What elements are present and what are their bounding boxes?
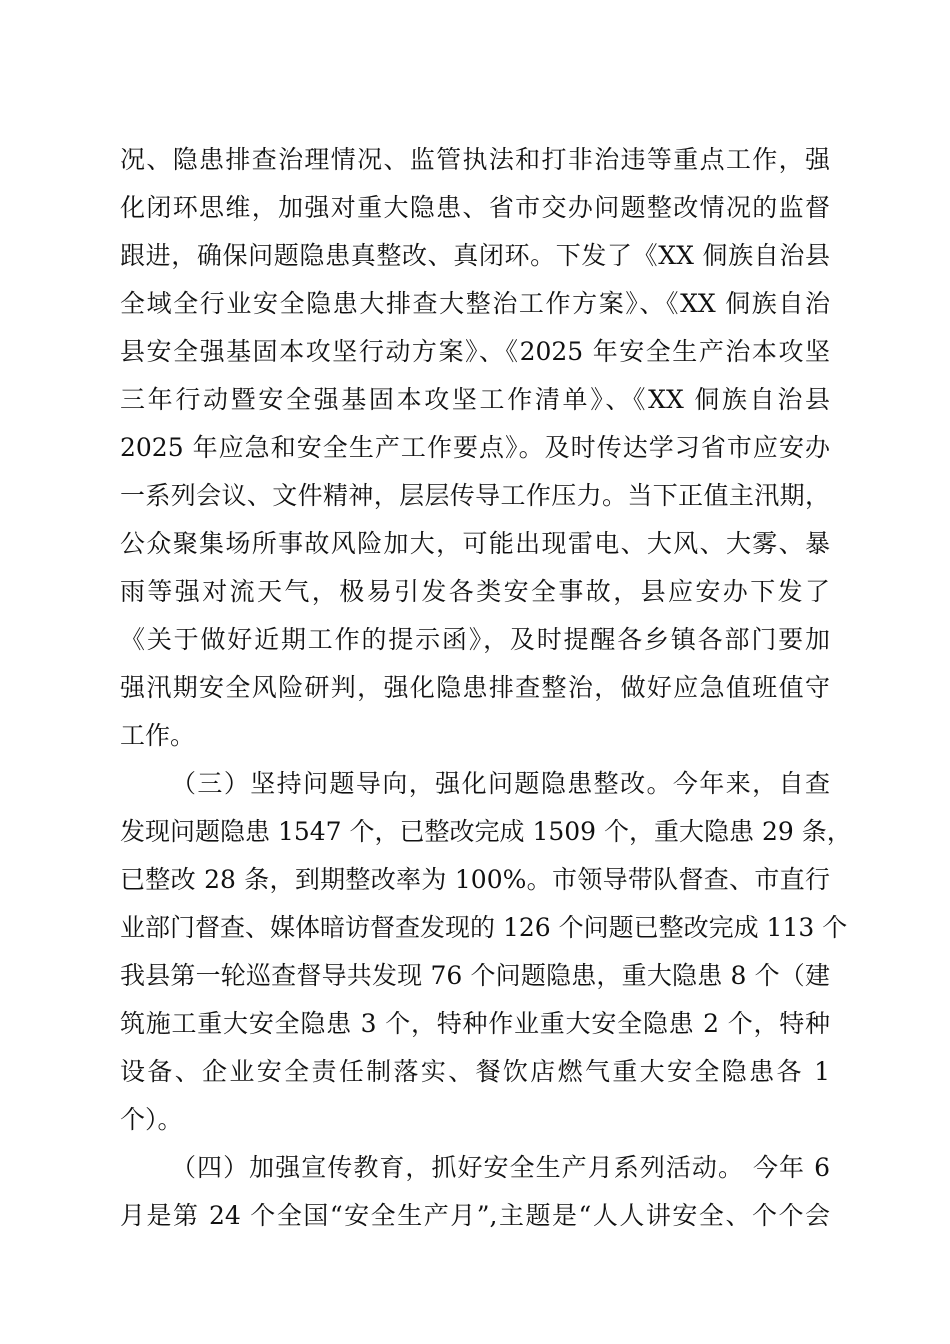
paragraph-1-line-1: 况、隐患排查治理情况、监管执法和打非治违等重点工作，强 <box>120 145 830 174</box>
paragraph-2-line-5: 我县第一轮巡查督导共发现 76 个问题隐患，重大隐患 8 个（建 <box>120 961 830 990</box>
paragraph-1-line-7: 2025 年应急和安全生产工作要点》。及时传达学习省市应安办 <box>120 433 830 462</box>
paragraph-2-line-6: 筑施工重大安全隐患 3 个，特种作业重大安全隐患 2 个，特种 <box>120 1009 830 1038</box>
paragraph-1-line-11: 《关于做好近期工作的提示函》，及时提醒各乡镇各部门要加 <box>120 625 830 654</box>
paragraph-1-line-4: 全域全行业安全隐患大排查大整治工作方案》、《XX 侗族自治 <box>120 289 830 318</box>
paragraph-2-line-4: 业部门督查、媒体暗访督查发现的 126 个问题已整改完成 113 个 <box>120 913 848 942</box>
paragraph-3-line-1: （四）加强宣传教育，抓好安全生产月系列活动。 今年 6 <box>171 1153 830 1182</box>
paragraph-2-line-8: 个）。 <box>120 1105 183 1134</box>
paragraph-3-line-2: 月是第 24 个全国“安全生产月”,主题是“人人讲安全、个个会 <box>120 1201 830 1230</box>
paragraph-1-line-6: 三年行动暨安全强基固本攻坚工作清单》、《XX 侗族自治县 <box>120 385 830 414</box>
paragraph-1-line-10: 雨等强对流天气，极易引发各类安全事故，县应安办下发了 <box>120 577 830 606</box>
paragraph-1-line-12: 强汛期安全风险研判，强化隐患排查整治，做好应急值班值守 <box>120 673 830 702</box>
paragraph-1-line-2: 化闭环思维，加强对重大隐患、省市交办问题整改情况的监督 <box>120 193 830 222</box>
paragraph-2-line-2: 发现问题隐患 1547 个，已整改完成 1509 个，重大隐患 29 条， <box>120 817 852 846</box>
paragraph-1-line-13: 工作。 <box>120 721 196 750</box>
paragraph-1-line-3: 跟进，确保问题隐患真整改、真闭环。下发了《XX 侗族自治县 <box>120 241 830 270</box>
paragraph-2-line-3: 已整改 28 条，到期整改率为 100%。市领导带队督查、市直行 <box>120 865 830 894</box>
paragraph-1-line-8: 一系列会议、文件精神，层层传导工作压力。当下正值主汛期， <box>120 481 830 510</box>
paragraph-2-line-1: （三）坚持问题导向，强化问题隐患整改。今年来，自查 <box>171 769 830 798</box>
paragraph-1-line-9: 公众聚集场所事故风险加大，可能出现雷电、大风、大雾、暴 <box>120 529 830 558</box>
paragraph-1-line-5: 县安全强基固本攻坚行动方案》、《2025 年安全生产治本攻坚 <box>120 337 830 366</box>
paragraph-2-line-7: 设备、企业安全责任制落实、餐饮店燃气重大安全隐患各 1 <box>120 1057 830 1086</box>
